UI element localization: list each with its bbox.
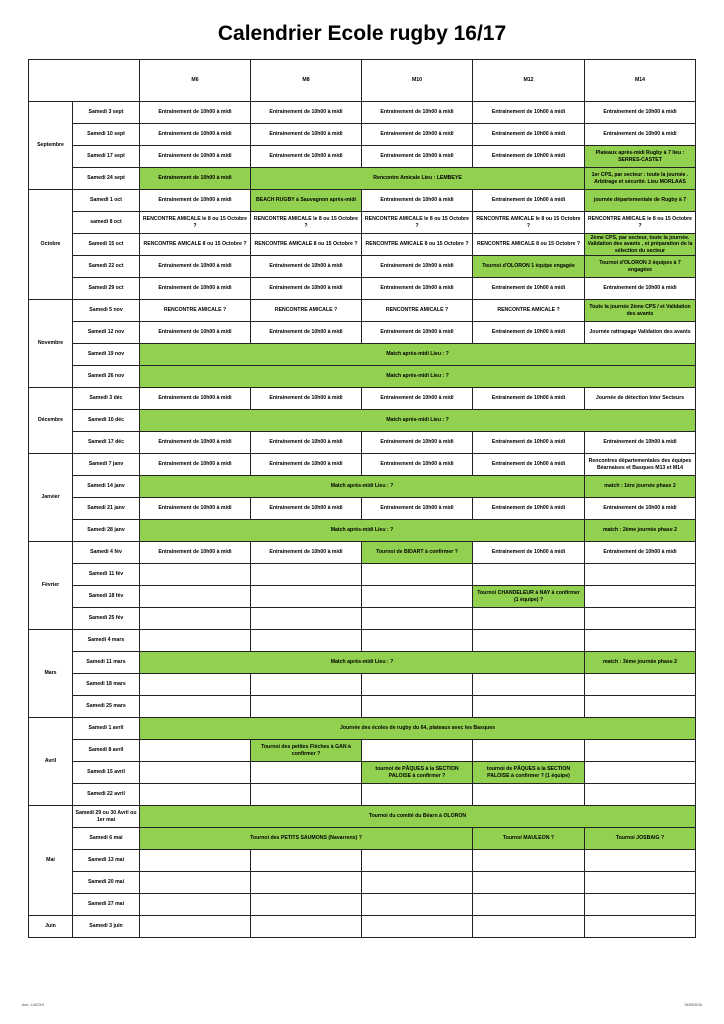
cell: Entrainement de 10h00 à midi [140, 322, 251, 344]
cell: Entrainement de 10h00 à midi [362, 498, 473, 520]
table-row [29, 872, 696, 894]
cell [585, 630, 696, 652]
cell: Tournoi d'OLORON 1 équipe engagée [473, 256, 585, 278]
cell [473, 916, 585, 938]
cell: Match après-midi Lieu : ? [140, 652, 585, 674]
date-cell: Samedi 7 janv [73, 454, 140, 476]
date-cell: Samedi 15 avril [73, 762, 140, 784]
table-row [29, 608, 696, 630]
date-cell: Samedi 25 mars [73, 696, 140, 718]
cell [251, 564, 362, 586]
date-cell: Samedi 15 oct [73, 234, 140, 256]
cell [251, 872, 362, 894]
cell [585, 608, 696, 630]
cell: RENCONTRE AMICALE ? [473, 300, 585, 322]
cell: Tournoi CHANDELEUR à NAY à confirmer (1 équipe) ? [473, 586, 585, 608]
cell [362, 740, 473, 762]
month-novembre: Novembre [29, 300, 73, 388]
table-row [29, 366, 696, 388]
date-cell: Samedi 3 déc [73, 388, 140, 410]
cell [362, 630, 473, 652]
cell: Entrainement de 10h00 à midi [251, 432, 362, 454]
cell: Entrainement de 10h00 à midi [585, 432, 696, 454]
date-cell: Samedi 17 sept [73, 146, 140, 168]
cell: Entrainement de 10h00 à midi [251, 388, 362, 410]
cell [362, 674, 473, 696]
month-fevrier: Février [29, 542, 73, 630]
cell: Tournoi JOSBAIG ? [585, 828, 696, 850]
table-row [29, 762, 696, 784]
date-cell: Samedi 11 fév [73, 564, 140, 586]
date-cell: Samedi 20 mai [73, 872, 140, 894]
cell [140, 696, 251, 718]
cell: Entrainement de 10h00 à midi [251, 454, 362, 476]
date-cell: Samedi 1 oct [73, 190, 140, 212]
cell: Entrainement de 10h00 à midi [473, 146, 585, 168]
date-cell: Samedi 10 sept [73, 124, 140, 146]
date-cell: Samedi 11 mars [73, 652, 140, 674]
table-row [29, 168, 696, 190]
cell: Rencontre Amicale Lieu : LEMBEYE [251, 168, 585, 190]
cell: Entrainement de 10h00 à midi [140, 124, 251, 146]
cell: Entrainement de 10h00 à midi [362, 124, 473, 146]
cell: Entrainement de 10h00 à midi [140, 498, 251, 520]
cell: Entrainement de 10h00 à midi [362, 102, 473, 124]
table-row [29, 410, 696, 432]
cell: Entrainement de 10h00 à midi [140, 432, 251, 454]
cell [585, 894, 696, 916]
date-cell: Samedi 27 mai [73, 894, 140, 916]
cell: Entrainement de 10h00 à midi [585, 498, 696, 520]
cell [473, 696, 585, 718]
cell [140, 564, 251, 586]
cell: Entrainement de 10h00 à midi [362, 256, 473, 278]
month-juin: Juin [29, 916, 73, 938]
corner-blank [29, 60, 140, 102]
cell: Entrainement de 10h00 à midi [362, 146, 473, 168]
cell [362, 872, 473, 894]
cell [585, 696, 696, 718]
cell [140, 872, 251, 894]
table-row [29, 916, 696, 938]
cell [585, 850, 696, 872]
footer-right: 24/09/2016 [684, 1003, 702, 1007]
date-cell: Samedi 14 janv [73, 476, 140, 498]
cell [585, 586, 696, 608]
cell: match : 3ème journée phase 2 [585, 652, 696, 674]
cell: Entrainement de 10h00 à midi [140, 190, 251, 212]
cell: Entrainement de 10h00 à midi [473, 432, 585, 454]
cell: Entrainement de 10h00 à midi [362, 190, 473, 212]
cell [585, 674, 696, 696]
cell: Entrainement de 10h00 à midi [140, 388, 251, 410]
date-cell: Samedi 29 oct [73, 278, 140, 300]
cell: Entrainement de 10h00 à midi [251, 256, 362, 278]
header-m12: M12 [473, 60, 585, 102]
table-row [29, 432, 696, 454]
date-cell: samedi 8 oct [73, 212, 140, 234]
cell [140, 850, 251, 872]
date-cell: Samedi 24 sept [73, 168, 140, 190]
cell: Journée rattrapage Validation des avants [585, 322, 696, 344]
month-janvier: Janvier [29, 454, 73, 542]
cell: match : 1ère journée phase 2 [585, 476, 696, 498]
cell: Entrainement de 10h00 à midi [362, 278, 473, 300]
cell [585, 762, 696, 784]
header-row [29, 60, 696, 102]
table-row [29, 388, 696, 410]
date-cell: Samedi 4 fév [73, 542, 140, 564]
cell: Tournoi d'OLORON 2 équipes à 7 engagées [585, 256, 696, 278]
cell [140, 916, 251, 938]
cell: Entrainement de 10h00 à midi [473, 498, 585, 520]
cell: Entrainement de 10h00 à midi [140, 454, 251, 476]
cell: Match après-midi Lieu : ? [140, 366, 696, 388]
cell: Entrainement de 10h00 à midi [140, 278, 251, 300]
table-row [29, 190, 696, 212]
cell [251, 696, 362, 718]
table-row [29, 652, 696, 674]
cell: Entrainement de 10h00 à midi [251, 542, 362, 564]
cell: Entrainement de 10h00 à midi [473, 190, 585, 212]
cell: Journée des écoles de rugby du 64, plateaux avec les Basques [140, 718, 696, 740]
cell: match : 2ème journée phase 2 [585, 520, 696, 542]
cell [362, 608, 473, 630]
date-cell: Samedi 28 janv [73, 520, 140, 542]
cell: 2ème CPS, par secteur, toute la journée. Validation des avants , et préparation de la sélection du secteur [585, 234, 696, 256]
table-row [29, 806, 696, 828]
cell: RENCONTRE AMICALE 8 ou 15 Octobre ? [140, 234, 251, 256]
cell [251, 850, 362, 872]
cell: Tournoi MAULEON ? [473, 828, 585, 850]
cell [473, 784, 585, 806]
cell: Entrainement de 10h00 à midi [140, 168, 251, 190]
cell: tournoi de PÂQUES à la SECTION PALOISE à confirmer ? (1 équipe) [473, 762, 585, 784]
header-m6: M6 [140, 60, 251, 102]
cell: Plateaux après-midi Rugby à 7 lieu : SERRES-CASTET [585, 146, 696, 168]
cell [251, 630, 362, 652]
cell [140, 608, 251, 630]
table-row [29, 630, 696, 652]
cell [251, 674, 362, 696]
cell: RENCONTRE AMICALE 8 ou 15 Octobre ? [362, 234, 473, 256]
header-m10: M10 [362, 60, 473, 102]
cell [585, 740, 696, 762]
cell: Entrainement de 10h00 à midi [473, 278, 585, 300]
cell: Match après-midi Lieu : ? [140, 476, 585, 498]
table-row [29, 520, 696, 542]
cell: Entrainement de 10h00 à midi [140, 256, 251, 278]
date-cell: Samedi 22 oct [73, 256, 140, 278]
cell: Entrainement de 10h00 à midi [585, 102, 696, 124]
table-row [29, 234, 696, 256]
table-row [29, 124, 696, 146]
cell: Entrainement de 10h00 à midi [362, 432, 473, 454]
cell: Entrainement de 10h00 à midi [251, 124, 362, 146]
cell [585, 784, 696, 806]
cell [585, 916, 696, 938]
cell [251, 586, 362, 608]
date-cell: Samedi 5 nov [73, 300, 140, 322]
cell: Entrainement de 10h00 à midi [251, 146, 362, 168]
cell: Entrainement de 10h00 à midi [251, 278, 362, 300]
cell: Entrainement de 10h00 à midi [473, 102, 585, 124]
month-decembre: Décembre [29, 388, 73, 454]
date-cell: Samedi 18 fév [73, 586, 140, 608]
table-row [29, 322, 696, 344]
table-row [29, 278, 696, 300]
cell: RENCONTRE AMICALE le 8 ou 15 Octobre ? [585, 212, 696, 234]
date-cell: Samedi 26 nov [73, 366, 140, 388]
date-cell: Samedi 6 mai [73, 828, 140, 850]
date-cell: Samedi 19 nov [73, 344, 140, 366]
cell: Tournoi de BIDART à confirmer ? [362, 542, 473, 564]
table-row [29, 586, 696, 608]
date-cell: Samedi 4 mars [73, 630, 140, 652]
date-cell: Samedi 10 déc [73, 410, 140, 432]
cell [362, 916, 473, 938]
date-cell: Samedi 12 nov [73, 322, 140, 344]
cell: Entrainement de 10h00 à midi [251, 498, 362, 520]
table-row [29, 454, 696, 476]
date-cell: Samedi 8 avril [73, 740, 140, 762]
cell: Entrainement de 10h00 à midi [362, 388, 473, 410]
table-row [29, 102, 696, 124]
cell: Entrainement de 10h00 à midi [140, 146, 251, 168]
cell: Entrainement de 10h00 à midi [585, 278, 696, 300]
cell [251, 762, 362, 784]
cell: Entrainement de 10h00 à midi [473, 454, 585, 476]
cell: RENCONTRE AMICALE ? [251, 300, 362, 322]
header-m14: M14 [585, 60, 696, 102]
cell: Match après-midi Lieu : ? [140, 344, 696, 366]
date-cell: Samedi 17 déc [73, 432, 140, 454]
cell: Tournoi du comité du Béarn à OLORON [140, 806, 696, 828]
cell [362, 696, 473, 718]
cell [362, 894, 473, 916]
cell: Tournoi des PETITS SAUMONS (Navarrenx) ? [140, 828, 473, 850]
calendar-table [28, 59, 696, 938]
date-cell: Samedi 21 janv [73, 498, 140, 520]
cell: Entrainement de 10h00 à midi [473, 322, 585, 344]
cell [362, 850, 473, 872]
cell [585, 564, 696, 586]
month-mai: Mai [29, 806, 73, 916]
date-cell: Samedi 3 sept [73, 102, 140, 124]
cell: RENCONTRE AMICALE ? [362, 300, 473, 322]
cell: BEACH RUGBY à Sauvagnon après-midi [251, 190, 362, 212]
cell [251, 784, 362, 806]
cell [473, 630, 585, 652]
cell: RENCONTRE AMICALE le 8 ou 15 Octobre ? [362, 212, 473, 234]
table-row [29, 300, 696, 322]
cell: Entrainement de 10h00 à midi [251, 102, 362, 124]
month-octobre: Octobre [29, 190, 73, 300]
cell: Entrainement de 10h00 à midi [140, 542, 251, 564]
cell: Entrainement de 10h00 à midi [140, 102, 251, 124]
date-cell: Samedi 1 avril [73, 718, 140, 740]
cell: RENCONTRE AMICALE le 8 ou 15 Octobre ? [140, 212, 251, 234]
cell [251, 608, 362, 630]
cell: Match après-midi Lieu : ? [140, 410, 696, 432]
cell [140, 784, 251, 806]
cell [473, 894, 585, 916]
date-cell: Samedi 25 fév [73, 608, 140, 630]
cell: Entrainement de 10h00 à midi [585, 124, 696, 146]
cell: Match après-midi Lieu : ? [140, 520, 585, 542]
table-row [29, 212, 696, 234]
month-mars: Mars [29, 630, 73, 718]
cell [473, 740, 585, 762]
cell [140, 762, 251, 784]
cell: tournoi de PÂQUES à la SECTION PALOISE à confirmer ? [362, 762, 473, 784]
date-cell: Samedi 3 juin [73, 916, 140, 938]
table-row [29, 784, 696, 806]
page-title: Calendrier Ecole rugby 16/17 [217, 22, 507, 45]
cell: journée départementale de Rugby à 7 [585, 190, 696, 212]
cell [362, 586, 473, 608]
cell [251, 916, 362, 938]
table-row [29, 740, 696, 762]
cell [473, 872, 585, 894]
cell: RENCONTRE AMICALE ? [140, 300, 251, 322]
table-row [29, 542, 696, 564]
cell: Entrainement de 10h00 à midi [251, 322, 362, 344]
cell [140, 674, 251, 696]
table-row [29, 718, 696, 740]
cell [140, 740, 251, 762]
cell: Entrainement de 10h00 à midi [473, 388, 585, 410]
cell: 1er CPS, par secteur : toute la journée . Arbitrage et sécurité. Lieu MORLAAS [585, 168, 696, 190]
table-row [29, 344, 696, 366]
date-cell: Samedi 13 mai [73, 850, 140, 872]
date-cell: Samedi 29 ou 30 Avril ou 1er mai [73, 806, 140, 828]
table-row [29, 146, 696, 168]
cell [140, 630, 251, 652]
cell: Entrainement de 10h00 à midi [473, 124, 585, 146]
cell: Tournoi des petites Flèches à GAN à confirmer ? [251, 740, 362, 762]
cell: Entrainement de 10h00 à midi [585, 542, 696, 564]
cell [362, 564, 473, 586]
table-row [29, 256, 696, 278]
month-septembre: Septembre [29, 102, 73, 190]
month-avril: Avril [29, 718, 73, 806]
footer-left: Ann.: LMC001 [22, 1003, 45, 1007]
cell [473, 674, 585, 696]
header-m8: M8 [251, 60, 362, 102]
table-row [29, 476, 696, 498]
cell: Entrainement de 10h00 à midi [362, 454, 473, 476]
cell [140, 894, 251, 916]
cell: Journée de détection Inter Secteurs [585, 388, 696, 410]
cell [251, 894, 362, 916]
cell [473, 564, 585, 586]
table-row [29, 828, 696, 850]
cell: RENCONTRE AMICALE le 8 ou 15 Octobre ? [251, 212, 362, 234]
date-cell: Samedi 18 mars [73, 674, 140, 696]
cell: Entrainement de 10h00 à midi [362, 322, 473, 344]
table-row [29, 894, 696, 916]
cell [585, 872, 696, 894]
table-row [29, 850, 696, 872]
cell: Toute la journée 2ème CPS / et Validation des avants [585, 300, 696, 322]
cell: Rencontres départementales des équipes Béarnaises et Basques M13 et M14 [585, 454, 696, 476]
table-row [29, 674, 696, 696]
cell [362, 784, 473, 806]
table-row [29, 498, 696, 520]
cell: RENCONTRE AMICALE le 8 ou 15 Octobre ? [473, 212, 585, 234]
date-cell: Samedi 22 avril [73, 784, 140, 806]
cell: RENCONTRE AMICALE 8 ou 15 Octobre ? [473, 234, 585, 256]
cell [140, 586, 251, 608]
table-row [29, 696, 696, 718]
cell [473, 608, 585, 630]
cell: Entrainement de 10h00 à midi [473, 542, 585, 564]
cell [473, 850, 585, 872]
cell: RENCONTRE AMICALE 8 ou 15 Octobre ? [251, 234, 362, 256]
table-row [29, 564, 696, 586]
